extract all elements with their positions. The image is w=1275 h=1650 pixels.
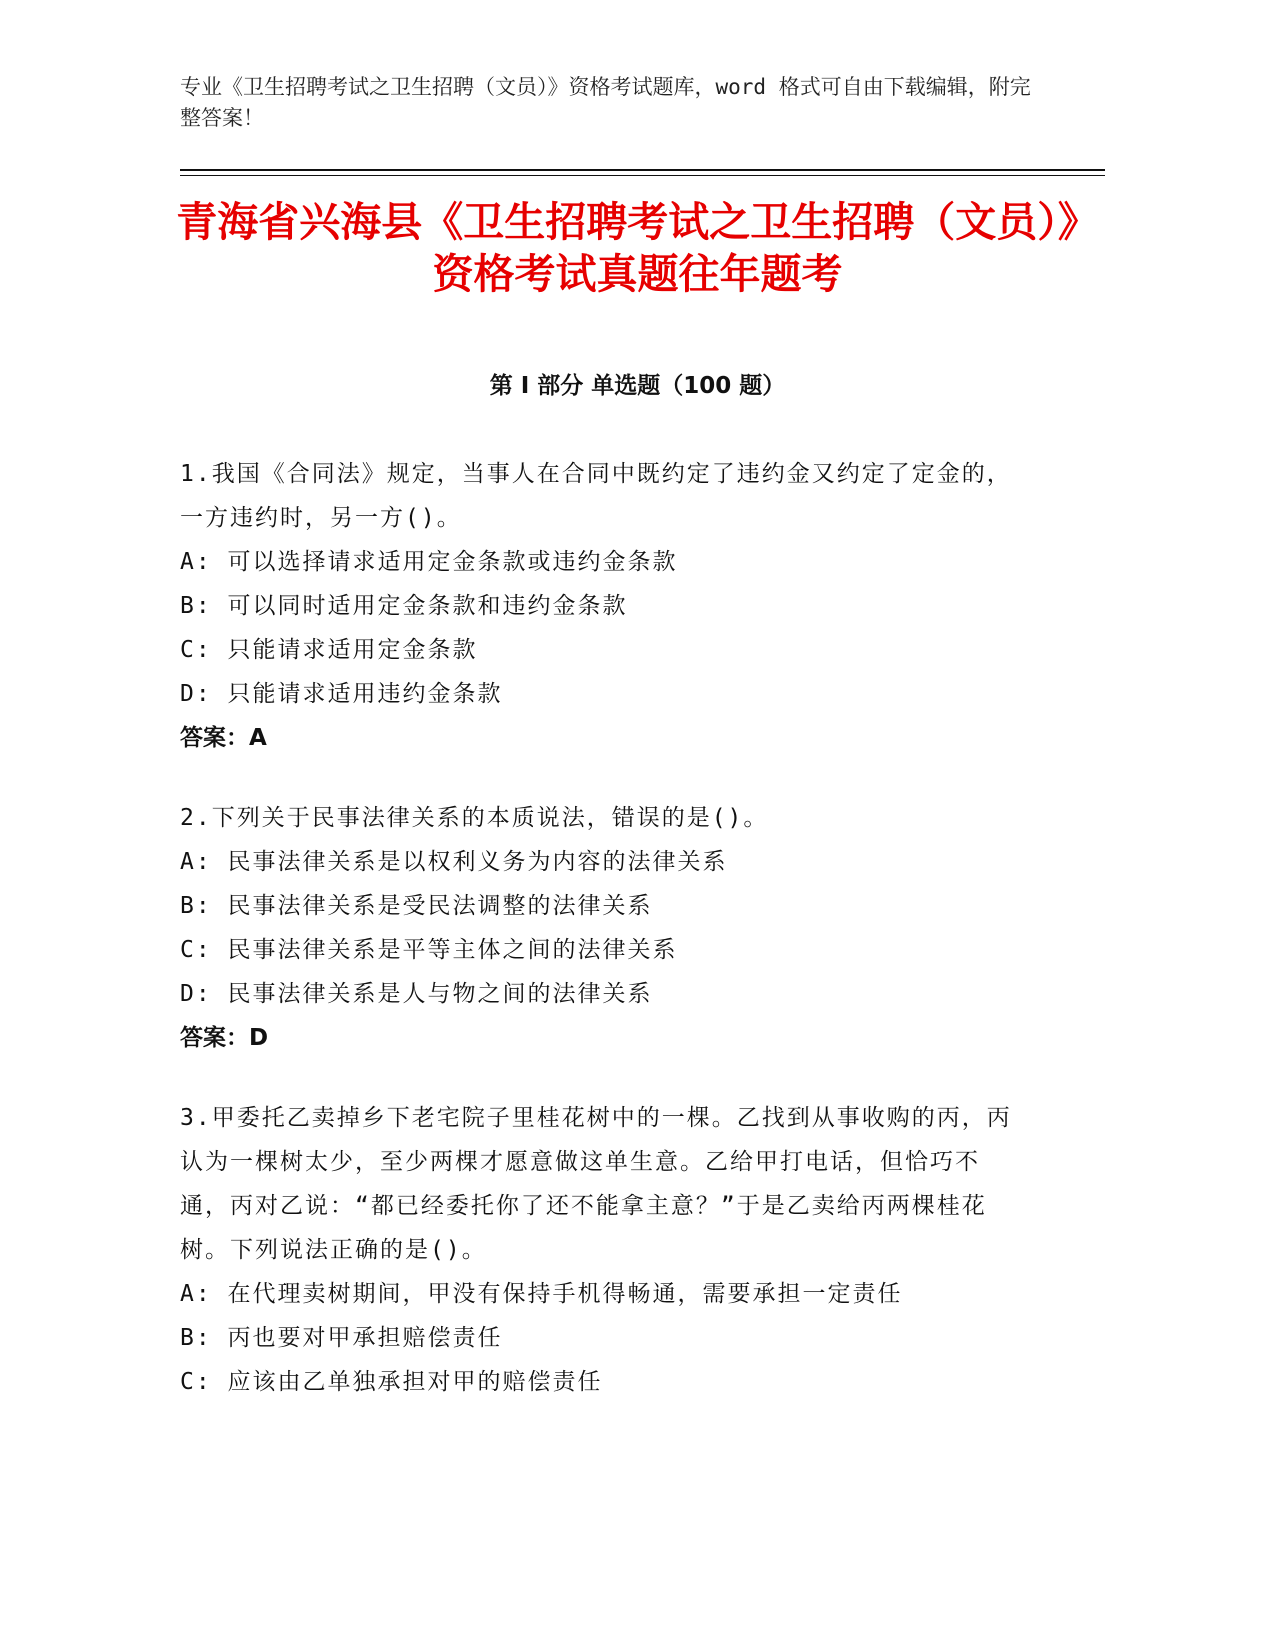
option-b: B: 可以同时适用定金条款和违约金条款 bbox=[180, 593, 628, 619]
question-list bbox=[180, 452, 1020, 1440]
header-note: 专业《卫生招聘考试之卫生招聘（文员）》资格考试题库，word 格式可自由下载编辑，附完整答案！ bbox=[180, 75, 1031, 130]
option-c: C: 应该由乙单独承担对甲的赔偿责任 bbox=[180, 1369, 603, 1395]
option-b: B: 丙也要对甲承担赔偿责任 bbox=[180, 1325, 503, 1351]
option-d: D: 民事法律关系是人与物之间的法律关系 bbox=[180, 981, 653, 1007]
answer-label: 答案：D bbox=[180, 1025, 269, 1051]
option-c: C: 民事法律关系是平等主体之间的法律关系 bbox=[180, 937, 678, 963]
header-divider-thin bbox=[180, 175, 1105, 176]
option-a: A: 在代理卖树期间，甲没有保持手机得畅通，需要承担一定责任 bbox=[180, 1281, 903, 1307]
header-divider-thick bbox=[180, 169, 1105, 171]
option-d: D: 只能请求适用违约金条款 bbox=[180, 681, 503, 707]
question-item bbox=[180, 452, 1020, 760]
document-title: 青海省兴海县《卫生招聘考试之卫生招聘（文员）》资格考试真题往年题考 bbox=[176, 198, 1099, 298]
question-stem: 3.甲委托乙卖掉乡下老宅院子里桂花树中的一棵。乙找到从事收购的丙，丙认为一棵树太少，至少两棵才愿意做这单生意。乙给甲打电话，但恰巧不通，丙对乙说：“都已经委托你了还不能拿主意？”于是乙卖给丙两棵桂花树。下列说法正确的是()。 bbox=[180, 1105, 1012, 1263]
option-c: C: 只能请求适用定金条款 bbox=[180, 637, 478, 663]
question-item bbox=[180, 796, 1020, 1060]
option-b: B: 民事法律关系是受民法调整的法律关系 bbox=[180, 893, 653, 919]
section-heading: 第 I 部分 单选题（100 题） bbox=[489, 373, 786, 399]
question-stem: 2.下列关于民事法律关系的本质说法，错误的是()。 bbox=[180, 805, 769, 831]
option-a: A: 民事法律关系是以权利义务为内容的法律关系 bbox=[180, 849, 728, 875]
question-item bbox=[180, 1096, 1020, 1404]
answer-label: 答案：A bbox=[180, 725, 267, 751]
question-stem: 1.我国《合同法》规定，当事人在合同中既约定了违约金又约定了定金的，一方违约时，另一方()。 bbox=[180, 461, 1012, 531]
option-a: A: 可以选择请求适用定金条款或违约金条款 bbox=[180, 549, 678, 575]
